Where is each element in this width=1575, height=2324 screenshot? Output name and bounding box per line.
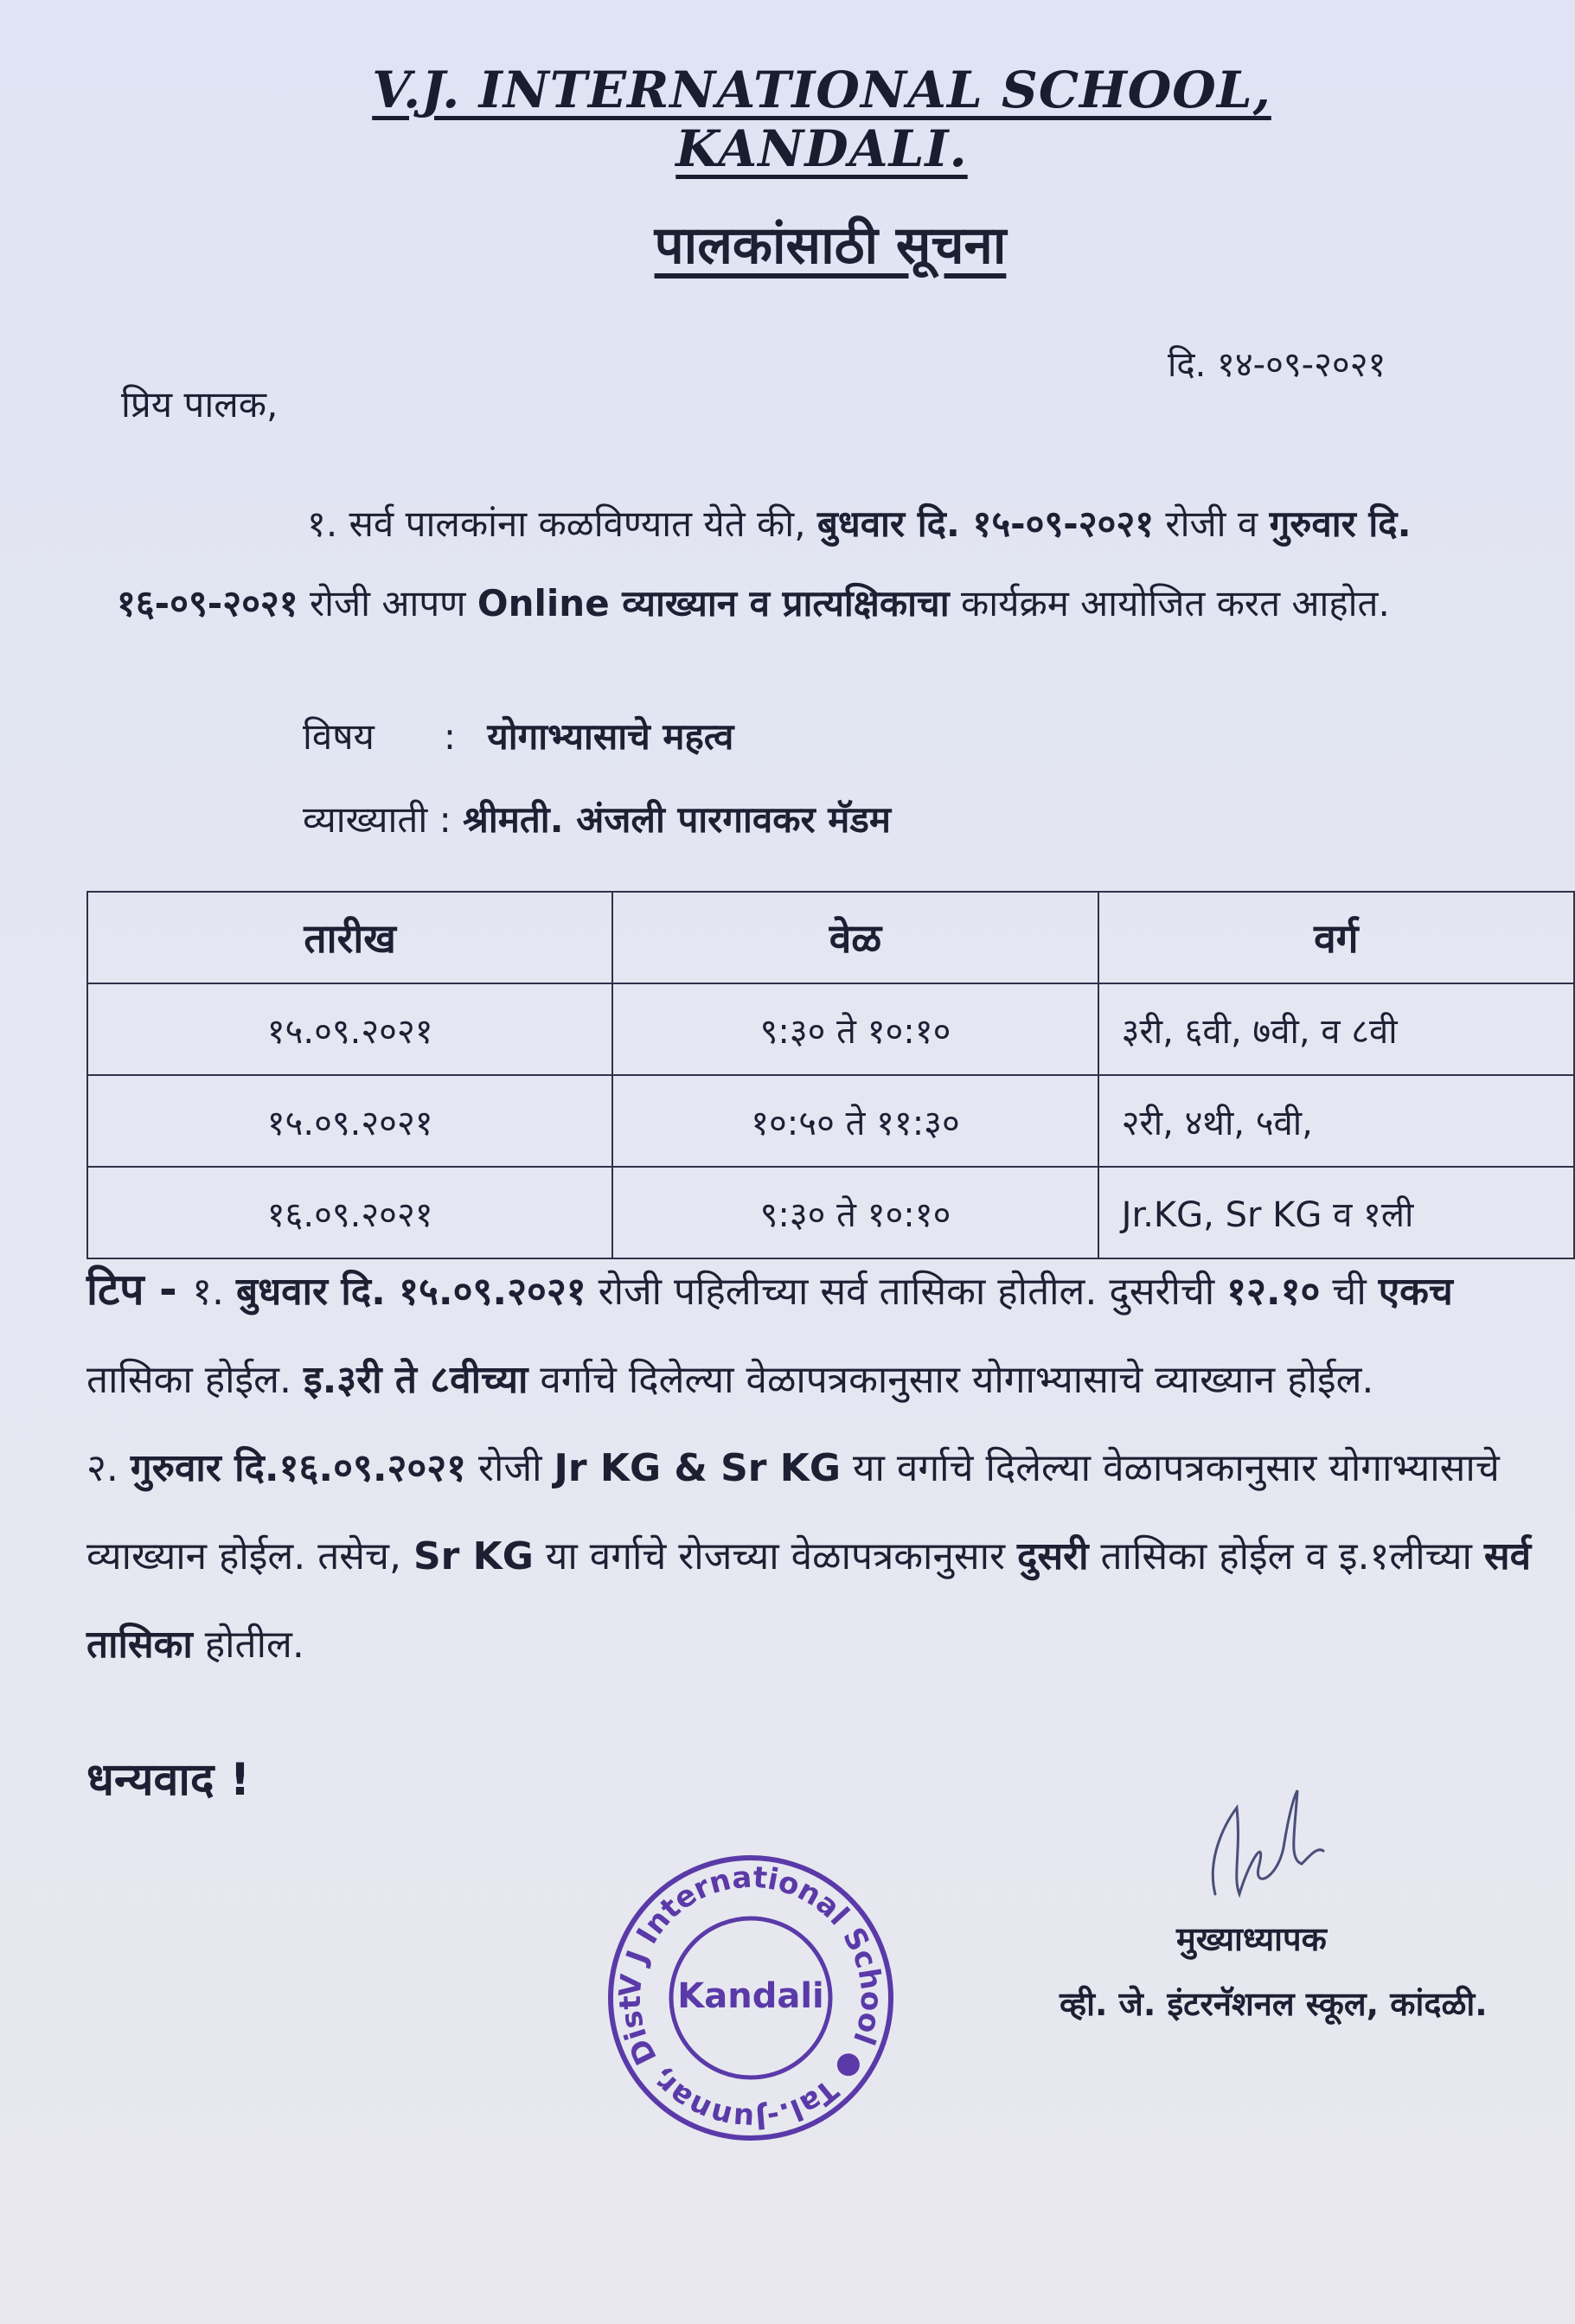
intro-date-wed: बुधवार दि. १५-०९-२०२१	[816, 503, 1155, 545]
table-row	[87, 983, 1574, 1075]
school-name-heading: V.J. INTERNATIONAL SCHOOL, KANDALI.	[372, 61, 1271, 178]
schedule-table	[86, 891, 1575, 1259]
table-row	[87, 1075, 1574, 1167]
school-name-marathi: व्ही. जे. इंटरनॅशनल स्कूल, कांदळी.	[1060, 1985, 1488, 2023]
lecturer-line	[303, 794, 891, 843]
note-label: टिप -	[86, 1264, 193, 1315]
notice-date: दि. १४-०९-२०२१	[1168, 345, 1386, 385]
intro-date-thu: गुरुवार दि. १६-०९-२०२१	[117, 503, 1412, 624]
intro-online-lecture: Online व्याख्यान व प्रात्यक्षिकाचा	[477, 582, 950, 624]
header-time: वेळ	[612, 892, 1098, 983]
signature-icon	[1198, 1773, 1328, 1911]
notice-title: पालकांसाठी सूचना	[654, 215, 1007, 276]
header-class: वर्ग	[1098, 892, 1574, 983]
school-stamp	[604, 1851, 898, 2145]
cell-class: २री, ४थी, ५वी,	[1098, 1075, 1574, 1167]
intro-paragraph	[117, 484, 1501, 643]
note-item-2: २. गुरुवार दि.१६.०९.२०२१ रोजी Jr KG & Sr KG या वर्गाचे दिलेल्या वेळापत्रकानुसार योगाभ्यासाचे व्याख्यान होईल. तसेच, Sr KG या वर्गाचे रोजच्या वेळापत्रकानुसार दुसरी तासिका होईल व इ.१लीच्या सर्व तासिका होतील.	[86, 1446, 1532, 1667]
cell-date: १५.०९.२०२१	[87, 983, 612, 1075]
note-item-1: टिप - १. बुधवार दि. १५.०९.२०२१ रोजी पहिलीच्या सर्व तासिका होतील. दुसरीची १२.१० ची एकच तासिका होईल. इ.३री ते ८वीच्या वर्गाचे दिलेल्या वेळापत्रकानुसार योगाभ्यासाचे व्याख्यान होईल.	[86, 1264, 1453, 1402]
subject-label: विषय :	[303, 715, 457, 758]
table-header-row	[87, 892, 1574, 983]
greeting: प्रिय पालक,	[121, 383, 279, 426]
cell-class: Jr.KG, Sr KG व १ली	[1098, 1167, 1574, 1258]
stamp-ring-text: V J International School ● Tal.-Junnar, Dist	[612, 1860, 889, 2136]
intro-text: १. सर्व पालकांना कळविण्यात येते की,	[307, 503, 817, 545]
cell-date: १६.०९.२०२१	[87, 1167, 612, 1258]
cell-time: १०:५० ते ११:३०	[612, 1075, 1098, 1167]
thank-you-text: धन्यवाद !	[86, 1754, 251, 1806]
stamp-center-text: Kandali	[677, 1976, 824, 2016]
note-section	[86, 1245, 1548, 1689]
intro-text: रोजी व	[1154, 503, 1270, 545]
subject-line	[303, 711, 733, 760]
cell-date: १५.०९.२०२१	[87, 1075, 612, 1167]
cell-class: ३री, ६वी, ७वी, व ८वी	[1098, 983, 1574, 1075]
cell-time: ९:३० ते १०:१०	[612, 983, 1098, 1075]
intro-text: कार्यक्रम आयोजित करत आहोत.	[949, 582, 1390, 624]
cell-time: ९:३० ते १०:१०	[612, 1167, 1098, 1258]
intro-text: रोजी आपण	[298, 582, 477, 624]
lecturer-value: श्रीमती. अंजली पारगावकर मॅडम	[463, 798, 891, 841]
lecturer-label: व्याख्याती :	[303, 798, 451, 841]
headmaster-designation: मुख्याध्यापक	[1176, 1920, 1327, 1958]
subject-value: योगाभ्यासाचे महत्व	[487, 715, 734, 758]
header-date: तारीख	[87, 892, 612, 983]
